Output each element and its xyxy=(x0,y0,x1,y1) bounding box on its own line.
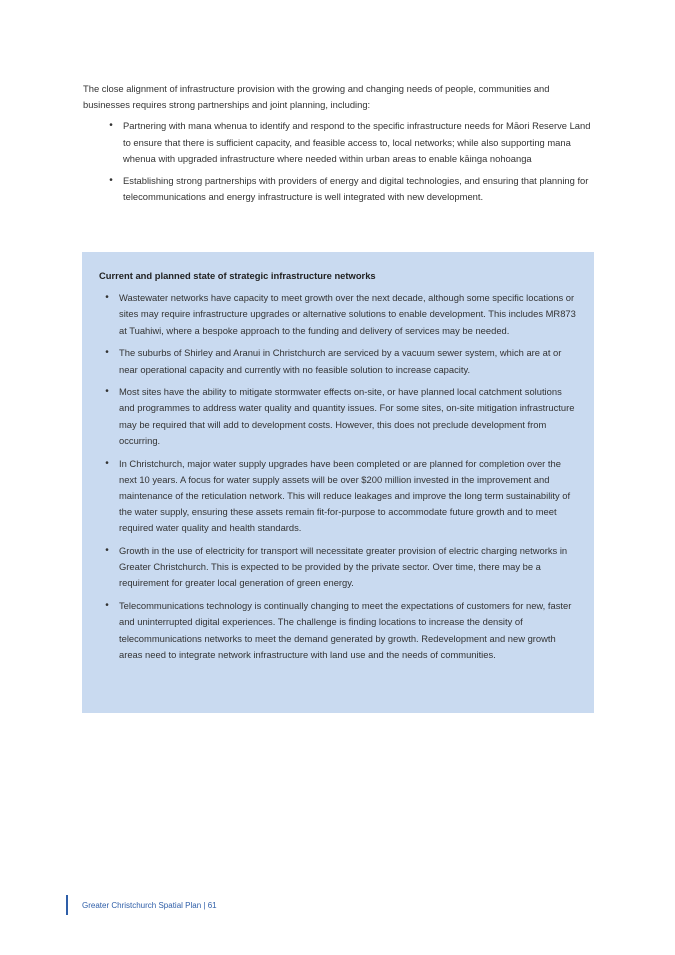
bullet-icon: • xyxy=(109,120,113,132)
bullet-icon: • xyxy=(105,545,109,557)
list-item xyxy=(83,173,595,205)
intro-bullet-list xyxy=(83,118,595,205)
intro-paragraph: The close alignment of infrastructure provision with the growing and changing needs of people, communities and businesses requires strong partnerships and joint planning, including: xyxy=(83,83,550,111)
bullet-icon: • xyxy=(105,347,109,359)
footer-text: Greater Christchurch Spatial Plan | 61 xyxy=(82,900,217,910)
list-item-text: Telecommunications technology is continually changing to meet the expectations of customers for new, faster and uninterrupted digital experiences. The challenge is finding locations to increase the density of telecommunications networks to meet the demand generated by growth. Redevelopment and new growth areas need to integrate network infrastructure with land use and the needs of communities. xyxy=(119,600,572,660)
footer-accent-rule xyxy=(66,895,68,915)
bullet-icon: • xyxy=(105,386,109,398)
list-item-text: Growth in the use of electricity for transport will necessitate greater provision of electric charging networks in Greater Christchurch. This is expected to be provided by the private sector. Over time, there may be a requirement for greater local generation of green energy. xyxy=(119,545,568,589)
list-item xyxy=(99,290,576,339)
info-box-bullet-list xyxy=(99,290,576,663)
list-item-text: Wastewater networks have capacity to meet growth over the next decade, although some specific locations or sites may require infrastructure upgrades or alternative solutions to enable development. This includes MR873 at Tuahiwi, where a bespoke approach to the funding and delivery of services may be needed. xyxy=(119,292,576,336)
list-item xyxy=(99,598,576,663)
infrastructure-info-box xyxy=(82,252,594,713)
page-footer xyxy=(66,895,217,915)
info-box-title: Current and planned state of strategic infrastructure networks xyxy=(99,270,376,281)
list-item xyxy=(99,456,576,537)
bullet-icon: • xyxy=(105,292,109,304)
list-item-text: The suburbs of Shirley and Aranui in Christchurch are serviced by a vacuum sewer system, which are at or near operational capacity and currently with no feasible solution to increase capacity. xyxy=(119,347,562,375)
list-item xyxy=(99,345,576,377)
list-item-text: Establishing strong partnerships with providers of energy and digital technologies, and ensuring that planning for telecommunications and energy infrastructure is well integrated with new development. xyxy=(123,175,589,203)
bullet-icon: • xyxy=(109,175,113,187)
list-item xyxy=(83,118,595,167)
bullet-icon: • xyxy=(105,600,109,612)
list-item-text: In Christchurch, major water supply upgrades have been completed or are planned for completion over the next 10 years. A focus for water supply assets will be over $200 million invested in the improvement and maintenance of the reticulation network. This will reduce leakages and improve the long term sustainability of the water supply, ensuring these assets remain fit-for-purpose to accommodate future growth and to meet required water quality and health standards. xyxy=(119,457,571,534)
list-item-text: Partnering with mana whenua to identify and respond to the specific infrastructure needs for Māori Reserve Land to ensure that there is sufficient capacity, and feasible access to, local networks; while also supporting mana whenua with upgraded infrastructure where needed within urban areas to enable kāinga nohoanga xyxy=(123,120,591,164)
list-item-text: Most sites have the ability to mitigate stormwater effects on-site, or have planned local catchment solutions and programmes to address water quality and quantity issues. For some sites, on-site mitigation infrastructure may be required that will add to development costs. However, this does not preclude development from occurring. xyxy=(119,386,575,446)
intro-section xyxy=(83,81,595,211)
list-item xyxy=(99,384,576,449)
list-item xyxy=(99,543,576,592)
bullet-icon: • xyxy=(105,457,109,469)
